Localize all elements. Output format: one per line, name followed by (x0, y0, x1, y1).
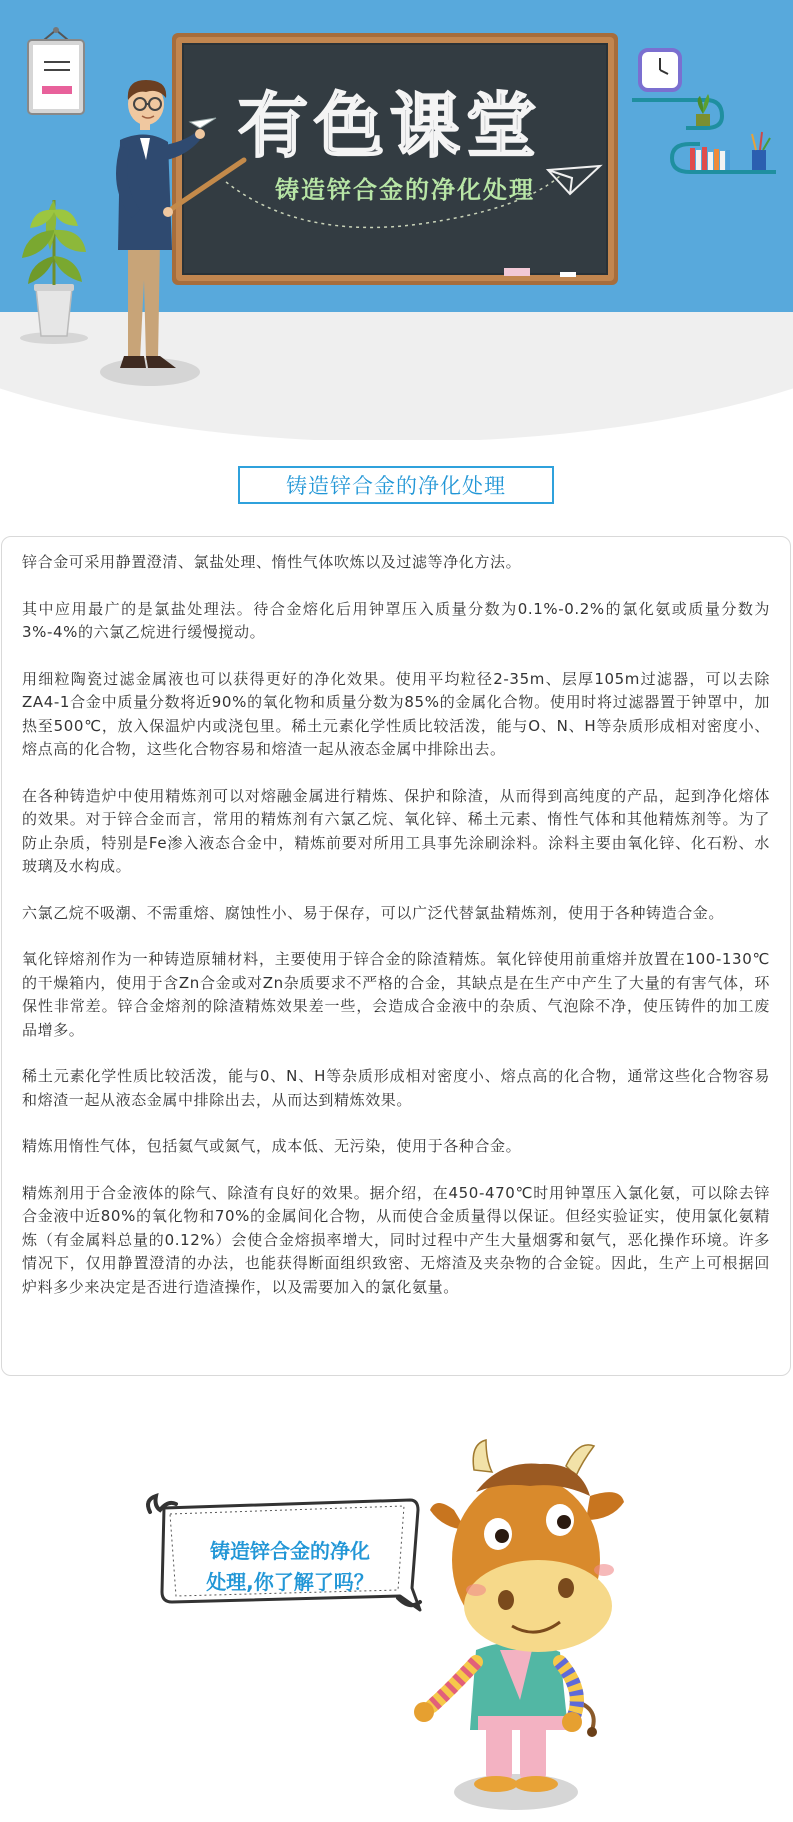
article-paragraph: 精炼用惰性气体，包括氦气或氮气，成本低、无污染，使用于各种合金。 (22, 1137, 522, 1155)
board-title: 有色课堂 (238, 85, 542, 167)
board-subtitle: 铸造锌合金的净化处理 (275, 176, 535, 204)
bubble-line-2: 处理,你了解了吗？ (206, 1570, 374, 1594)
article-paragraph: 稀土元素化学性质比较活泼，能与0、N、H等杂质形成相对密度小、熔点高的化合物，通常这些化合物容易和熔渣一起从液态金属中排除出去，从而达到精炼效果。 (22, 1067, 770, 1109)
article-paragraph: 在各种铸造炉中使用精炼剂可以对熔融金属进行精炼、保护和除渣，从而得到高纯度的产品，起到净化熔体的效果。对于锌合金而言，常用的精炼剂有六氯乙烷、氧化锌、稀土元素、惰性气体和其他精炼剂等。为了防止杂质，特别是Fe渗入液态合金中，精炼前要对所用工具事先涂刷涂料。涂料主要由氧化锌、化石粉、水玻璃及水构成。 (22, 786, 770, 875)
article-paragraph: 六氯乙烷不吸潮、不需重熔、腐蚀性小、易于保存，可以广泛代替氯盐精炼剂，使用于各种铸造合金。 (22, 903, 725, 922)
article-paragraph: 精炼剂用于合金液体的除气、除渣有良好的效果。据介绍，在450-470℃时用钟罩压入氯化氨，可以除去锌合金液中近80%的氧化物和70%的金属间化合物，从而使合金质量得以保证。但经实验证实，使用氯化氨精炼（有金属料总量的0.12%）会使合金熔损率增大，同时过程中产生大量烟雾和氨气，恶化操作环境。许多情况下，仅用静置澄清的办法，也能获得断面组织致密、无熔渣及夹杂物的合金锭。因此，生产上可根据回炉料多少来决定是否进行造渣操作，以及需要加入的氯化氨量。 (22, 1183, 770, 1296)
bookshelf-icon (632, 94, 776, 172)
clock-icon (640, 50, 680, 90)
wall-notepad-icon (28, 27, 84, 114)
article-paragraph: 锌合金可采用静置澄清、氯盐处理、惰性气体吹炼以及过滤等净化方法。 (22, 553, 522, 571)
bubble-text (190, 1536, 390, 1598)
cow-mascot (414, 1440, 624, 1810)
article-paragraph: 氧化锌熔剂作为一种铸造原辅材料，主要使用于锌合金的除渣精炼。氧化锌使用前重熔并放置在100-130℃的干燥箱内，使用于含Zn合金或对Zn杂质要求不严格的合金，其缺点是在生产中产生了大量的有害气体，环保性非常差。锌合金熔剂的除渣精炼效果差一些，会造成合金液中的杂质、气泡除不净，使压铸件的加工废品增多。 (22, 950, 770, 1039)
article-card (1, 536, 791, 1376)
article-paragraph: 用细粒陶瓷过滤金属液也可以获得更好的净化效果。使用平均粒径2-35m、层厚105m过滤器，可以去除ZA4-1合金中质量分数将近90%的氧化物和质量分数为85%的金属化合物。使用时将过滤器置于钟罩中，加热至500℃，放入保温炉内或浇包里。稀土元素化学性质比较活泼，能与O、N、H等杂质形成相对密度小、熔点高的化合物，这些化合物容易和熔渣一起从液态金属中排除出去。 (22, 669, 770, 758)
article-paragraph: 其中应用最广的是氯盐处理法。待合金熔化后用钟罩压入质量分数为0.1%-0.2%的氯化氨或质量分数为3%-4%的六氯乙烷进行缓慢搅动。 (22, 599, 770, 641)
bubble-line-1: 铸造锌合金的净化 (210, 1539, 370, 1563)
classroom-illustration (0, 0, 793, 440)
section-title: 铸造锌合金的净化处理 (238, 466, 554, 504)
mascot-illustration (0, 1400, 793, 1822)
potted-plant-icon (20, 200, 88, 344)
hero-banner (0, 0, 793, 440)
